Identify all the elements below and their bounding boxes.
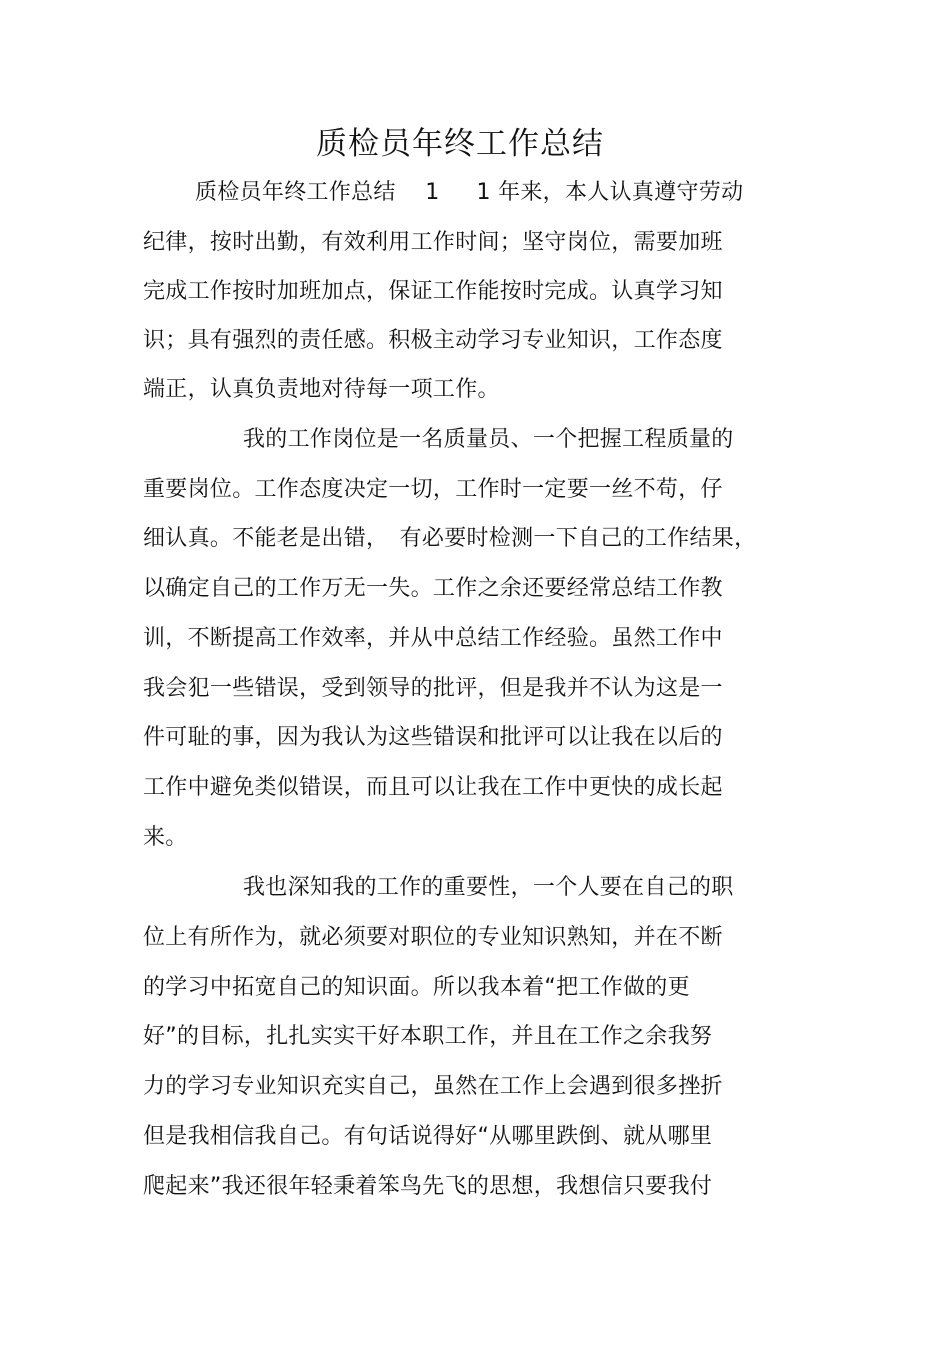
paragraph-1-line-4: 识；具有强烈的责任感。积极主动学习专业知识，工作态度	[143, 328, 723, 353]
paragraph-2-line-7: 件可耻的事，因为我认为这些错误和批评可以让我在以后的	[143, 725, 723, 750]
paragraph-3-line-7: 爬起来”我还很年轻秉着笨鸟先飞的思想，我想信只要我付	[143, 1174, 713, 1199]
paragraph-2-line-3: 细认真。不能老是出错， 有必要时检测一下自己的工作结果，	[143, 526, 757, 551]
paragraph-1-line-5: 端正，认真负责地对待每一项工作。	[143, 377, 500, 402]
paragraph-1-line-2: 纪律，按时出勤，有效利用工作时间；坚守岗位，需要加班	[143, 230, 723, 255]
paragraph-2-line-5: 训，不断提高工作效率，并从中总结工作经验。虽然工作中	[143, 626, 723, 651]
paragraph-2-line-4: 以确定自己的工作万无一失。工作之余还要经常总结工作教	[143, 576, 723, 601]
paragraph-2-line-6: 我会犯一些错误，受到领导的批评，但是我并不认为这是一	[143, 676, 723, 701]
paragraph-3-line-1: 我也深知我的工作的重要性，一个人要在自己的职	[243, 875, 734, 900]
document-title: 质检员年终工作总结	[316, 126, 604, 162]
paragraph-2-line-1: 我的工作岗位是一名质量员、一个把握工程质量的	[243, 427, 734, 452]
paragraph-2-line-9: 来。	[143, 825, 188, 850]
paragraph-3-line-4: 好”的目标，扎扎实实干好本职工作，并且在工作之余我努	[143, 1024, 713, 1049]
paragraph-2-line-2: 重要岗位。工作态度决定一切，工作时一定要一丝不苟，仔	[143, 477, 723, 502]
paragraph-3-line-3: 的学习中拓宽自己的知识面。所以我本着“把工作做的更	[143, 975, 690, 1000]
paragraph-3-line-6: 但是我相信我自己。有句话说得好“从哪里跌倒、就从哪里	[143, 1124, 713, 1149]
paragraph-1-line-1: 质检员年终工作总结 1 1 年来，本人认真遵守劳动	[195, 180, 744, 205]
paragraph-3-line-5: 力的学习专业知识充实自己，虽然在工作上会遇到很多挫折	[143, 1074, 723, 1099]
paragraph-3-line-2: 位上有所作为，就必须要对职位的专业知识熟知，并在不断	[143, 925, 723, 950]
paragraph-1-line-3: 完成工作按时加班加点，保证工作能按时完成。认真学习知	[143, 279, 723, 304]
paragraph-2-line-8: 工作中避免类似错误，而且可以让我在工作中更快的成长起	[143, 775, 723, 800]
